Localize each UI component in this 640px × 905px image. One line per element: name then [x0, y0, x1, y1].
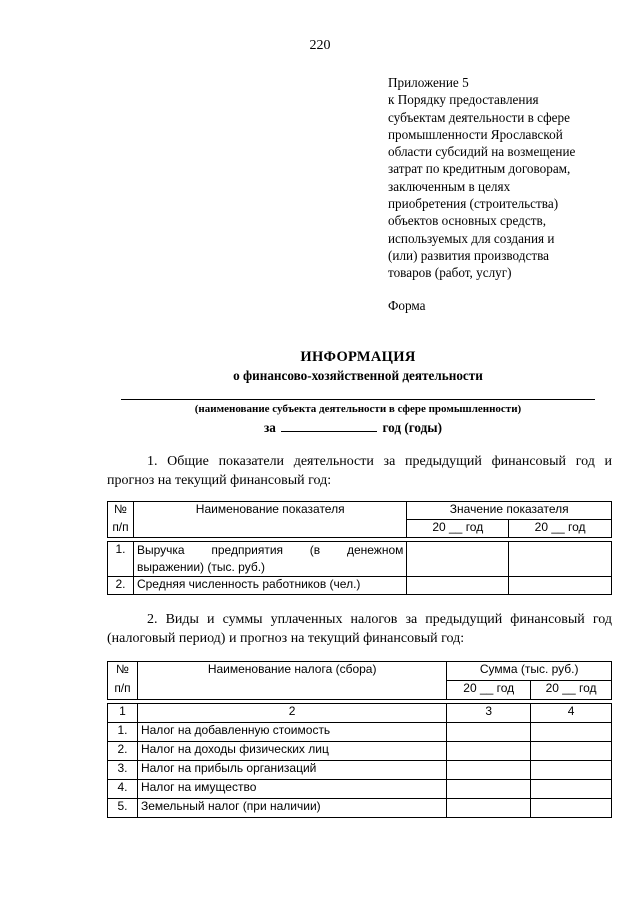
- header-year-1: 20 __ год: [447, 681, 531, 700]
- header-sum: Сумма (тыс. руб.): [447, 662, 612, 681]
- document-subtitle: о финансово-хозяйственной деятельности: [233, 368, 483, 383]
- row-number: 5.: [108, 799, 138, 818]
- value-cell[interactable]: [509, 577, 612, 595]
- header-indicator-name: Наименование показателя: [133, 502, 406, 538]
- row-number: 3.: [108, 761, 138, 780]
- column-number: 4: [531, 704, 612, 723]
- row-indicator-name: Средняя численность работников (чел.): [133, 577, 406, 595]
- row-tax-name: Земельный налог (при наличии): [137, 799, 446, 818]
- indicators-table: [107, 501, 612, 595]
- appendix-line: приобретения (строительства): [388, 196, 559, 212]
- column-number: 1: [108, 704, 138, 723]
- sum-cell[interactable]: [531, 742, 612, 761]
- sum-cell[interactable]: [531, 723, 612, 742]
- subject-name-line[interactable]: [121, 399, 595, 400]
- appendix-line: (или) развития производства: [388, 247, 549, 263]
- period-prefix: за: [264, 420, 276, 435]
- appendix-block: [388, 74, 628, 282]
- row-tax-name: Налог на добавленную стоимость: [137, 723, 446, 742]
- row-tax-name: Налог на имущество: [137, 780, 446, 799]
- header-indicator-value: Значение показателя: [407, 502, 612, 520]
- period-suffix: год (годы): [382, 420, 442, 435]
- header-no-bottom: п/п: [108, 681, 138, 700]
- document-title: ИНФОРМАЦИЯ: [300, 349, 416, 365]
- value-cell[interactable]: [509, 542, 612, 577]
- taxes-table: [107, 661, 612, 818]
- period-line: [264, 418, 442, 436]
- header-year-1: 20 __ год: [407, 520, 509, 538]
- appendix-line: к Порядку предоставления: [388, 92, 539, 108]
- sum-cell[interactable]: [447, 723, 531, 742]
- appendix-line: используемых для создания и: [388, 230, 555, 246]
- page-number: 220: [309, 38, 331, 53]
- value-cell[interactable]: [407, 577, 509, 595]
- sum-cell[interactable]: [531, 799, 612, 818]
- subject-name-caption: (наименование субъекта деятельности в сфере промышленности): [194, 403, 522, 415]
- appendix-line: Приложение 5: [388, 75, 469, 90]
- form-label: Форма: [388, 298, 426, 313]
- column-number: 2: [137, 704, 446, 723]
- row-tax-name: Налог на доходы физических лиц: [137, 742, 446, 761]
- row-number: 1.: [108, 723, 138, 742]
- header-no-top: №: [108, 502, 134, 520]
- row-indicator-name: [133, 542, 406, 577]
- row-indicator-name-line2: выражении) (тыс. руб.): [136, 560, 266, 574]
- value-cell[interactable]: [407, 542, 509, 577]
- sum-cell[interactable]: [531, 761, 612, 780]
- row-number: 2.: [108, 742, 138, 761]
- row-number: 1.: [108, 542, 134, 577]
- header-year-2: 20 __ год: [531, 681, 612, 700]
- section2-text: 2. Виды и суммы уплаченных налогов за предыдущий финансовый год (налоговый период) и прогноз на текущий финансовый год:: [107, 612, 612, 646]
- appendix-line: промышленности Ярославской: [388, 126, 563, 142]
- row-number: 2.: [108, 577, 134, 595]
- header-no-bottom: п/п: [108, 520, 134, 538]
- header-no-top: №: [108, 662, 138, 681]
- row-tax-name: Налог на прибыль организаций: [137, 761, 446, 780]
- sum-cell[interactable]: [447, 742, 531, 761]
- row-number: 4.: [108, 780, 138, 799]
- header-year-2: 20 __ год: [509, 520, 612, 538]
- column-number: 3: [447, 704, 531, 723]
- period-blank-field[interactable]: [281, 418, 377, 432]
- row-indicator-name-line1: Выручка предприятия (в денежном: [136, 543, 404, 557]
- appendix-line: товаров (работ, услуг): [388, 265, 512, 281]
- appendix-line: затрат по кредитным договорам,: [388, 161, 571, 177]
- appendix-line: субъектам деятельности в сфере: [388, 109, 570, 125]
- sum-cell[interactable]: [447, 780, 531, 799]
- appendix-line: объектов основных средств,: [388, 213, 547, 229]
- appendix-line: заключенным в целях: [388, 178, 511, 194]
- sum-cell[interactable]: [447, 761, 531, 780]
- sum-cell[interactable]: [447, 799, 531, 818]
- appendix-line: области субсидий на возмещение: [388, 144, 576, 160]
- sum-cell[interactable]: [531, 780, 612, 799]
- header-tax-name: Наименование налога (сбора): [137, 662, 446, 700]
- section1-text: 1. Общие показатели деятельности за предыдущий финансовый год и прогноз на текущий финансовый год:: [107, 454, 612, 488]
